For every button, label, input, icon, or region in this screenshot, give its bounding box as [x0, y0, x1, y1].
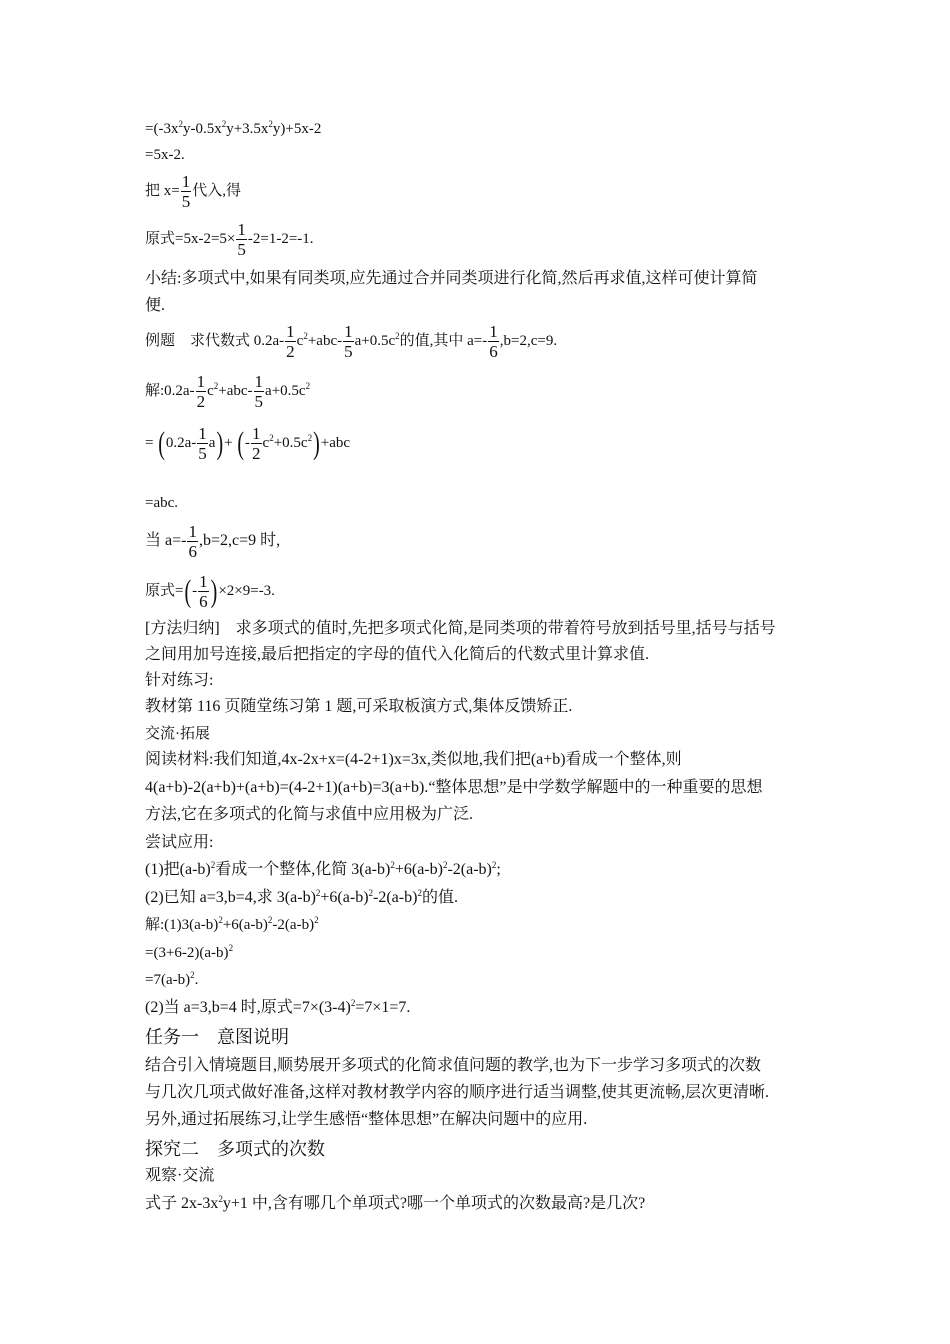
try-title: 尝试应用:: [145, 834, 214, 851]
fraction-one-fifth: $\frac{1}{5}$: [198, 424, 207, 463]
fraction-one-fifth: $\frac{1}{5}$: [344, 322, 353, 361]
reading-line-1: 阅读材料:我们知道,4x-2x+x=(4-2+1)x=3x,类似地,我们把(a+b)看成一个整体,则: [145, 751, 682, 768]
calc-line-1: $=(-3x^2y-0.5x^2y+3.5x^2y)+5x-2$: [145, 119, 322, 137]
fraction-one-sixth: $\frac{1}{6}$: [489, 322, 498, 361]
extend-title: 交流·拓展: [145, 726, 210, 742]
solution-line-1: 解:0.2a- $\frac{1}{2}$ $c^2+abc-$ $\frac{1}{5}$ $a+0.5c^2$: [145, 372, 311, 411]
answer-line-4: (2)当 a=3,b=4 时,原式$=7\times(3-4)^2=7\times 1=7$.: [145, 998, 411, 1016]
task-1-line-3: 另外,通过拓展练习,让学生感悟“整体思想”在解决问题中的应用.: [145, 1111, 588, 1128]
fraction-one-sixth: $\frac{1}{6}$: [199, 572, 208, 611]
fraction-one-half: $\frac{1}{2}$: [196, 372, 206, 411]
fraction-one-sixth: $\frac{1}{6}$: [188, 522, 197, 561]
example-line: 例题 求代数式 0.2a- $\frac{1}{2}$ $c^2+abc-$ $\frac{1}{5}$ $a+0.5c^2$的值,其中 a=- $\frac{1}{6}$ ,b=2,c=9.: [145, 322, 558, 361]
fraction-one-half: $\frac{1}{2}$: [286, 322, 295, 361]
answer-line-2: $=(3+6-2)(a-b)^2$: [145, 943, 234, 961]
fraction-one-half: $\frac{1}{2}$: [252, 424, 261, 463]
calc-line-2: =5x-2.: [145, 147, 185, 163]
practice-line: 教材第 116 页随堂练习第 1 题,可采取板演方式,集体反馈矫正.: [145, 698, 573, 715]
answer-line-1: 解$:(1)3(a-b)^2+6(a-b)^2-2(a-b)^2$: [145, 915, 319, 933]
result-line: 原式=5x-2=5× $\frac{1}{5}$ -2=1-2=-1.: [145, 220, 314, 259]
fraction-one-fifth: $\frac{1}{5}$: [254, 372, 264, 411]
fraction-one-fifth: $\frac{1}{5}$: [237, 220, 246, 259]
when-line: 当 a=- $\frac{1}{6}$ ,b=2,c=9 时,: [145, 522, 281, 561]
method-line-2: 之间用加号连接,最后把指定的字母的值代入化简后的代数式里计算求值.: [145, 646, 650, 663]
solution-line-2: = (0.2a- $\frac{1}{5}$ a)+ (- $\frac{1}{2}$ $c^2+0.5c^2)+abc$: [145, 424, 351, 463]
answer-line-3: $=7(a-b)^2$.: [145, 970, 199, 988]
question-2: (2)已知 a=3,b=4,求 $3(a-b)^2+6(a-b)^2-2(a-b)^2$的值.: [145, 888, 458, 906]
substitute-line: 把 x= $\frac{1}{5}$ 代入,得: [145, 172, 241, 211]
task-1-line-1: 结合引入情境题目,顺势展开多项式的化简求值问题的教学,也为下一步学习多项式的次数: [145, 1057, 762, 1074]
method-line-1: [方法归纳] 求多项式的值时,先把多项式化简,是同类项的带着符号放到括号里,括号与括号: [145, 620, 776, 637]
solution-line-3: =abc.: [145, 495, 179, 511]
left-paren: (: [184, 573, 192, 610]
left-paren: (: [158, 425, 165, 462]
summary-line-1: 小结:多项式中,如果有同类项,应先通过合并同类项进行化简,然后再求值,这样可使计算简: [145, 270, 758, 287]
task-1-line-2: 与几次几项式做好准备,这样对教材教学内容的顺序进行适当调整,使其更流畅,层次更清晰.: [145, 1084, 770, 1101]
fraction-one-fifth: $\frac{1}{5}$: [181, 172, 191, 211]
left-paren: (: [237, 425, 245, 462]
summary-line-2: 便.: [145, 297, 166, 314]
right-paren: ): [216, 425, 224, 462]
final-question: 式子 $2x-3x^2y+1$ 中,含有哪几个单项式?哪一个单项式的次数最高?是几次?: [145, 1194, 646, 1212]
task-1-title: 任务一 意图说明: [145, 1027, 289, 1047]
question-1: (1)把$(a-b)^2$看成一个整体,化简 $3(a-b)^2+6(a-b)^2-2(a-b)^2$;: [145, 860, 501, 878]
original-value-line: 原式=(- $\frac{1}{6}$ )×2×9=-3.: [145, 572, 275, 611]
right-paren: ): [210, 573, 218, 610]
practice-title: 针对练习:: [145, 672, 214, 689]
explore-2-title: 探究二 多项式的次数: [145, 1139, 325, 1159]
observe-title: 观察·交流: [145, 1167, 215, 1184]
reading-line-2: 4(a+b)-2(a+b)+(a+b)=(4-2+1)(a+b)=3(a+b).“整体思想”是中学数学解题中的一种重要的思想: [145, 779, 763, 796]
reading-line-3: 方法,它在多项式的化简与求值中应用极为广泛.: [145, 806, 474, 823]
right-paren: ): [313, 425, 320, 462]
